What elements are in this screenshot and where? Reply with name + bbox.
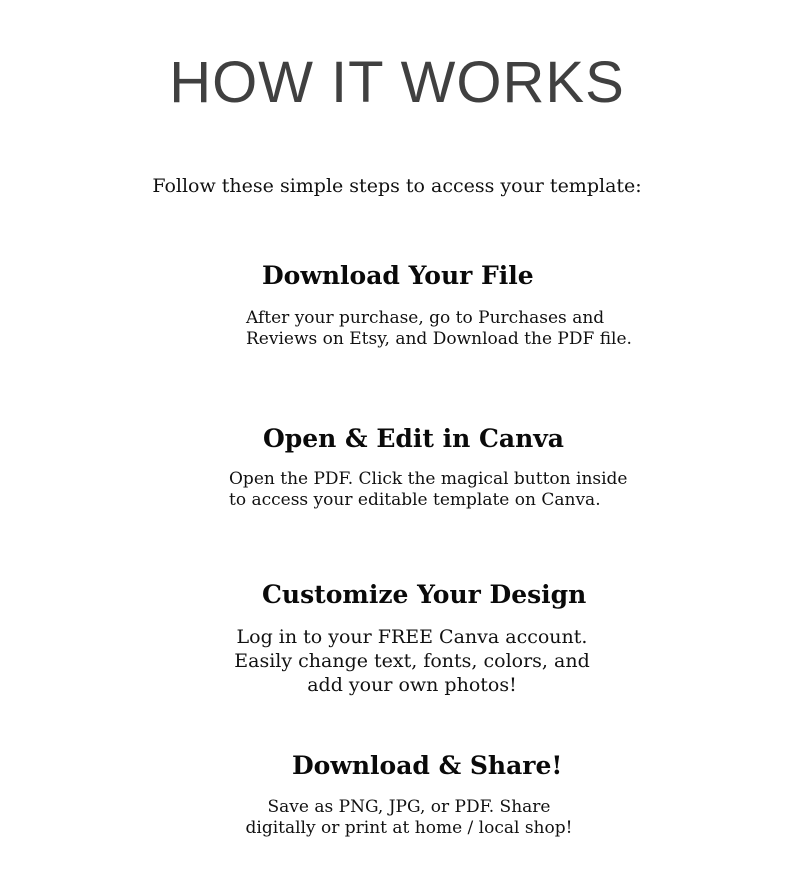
step-4-title: Download & Share! [292,751,563,780]
step-4-line-2: digitally or print at home / local shop! [245,818,573,838]
step-2-line-2: to access your editable template on Canva. [229,490,601,510]
step-4-description [209,797,609,839]
page-title: HOW IT WORKS [169,50,625,115]
step-3-line-1: Log in to your FREE Canva account. [236,626,588,648]
step-1-line-1: After your purchase, go to Purchases and [246,308,605,328]
step-3-line-3: add your own photos! [307,674,517,696]
step-4-line-1: Save as PNG, JPG, or PDF. Share [267,797,551,817]
step-3-line-2: Easily change text, fonts, colors, and [234,650,590,672]
step-2-description [229,469,628,511]
step-2-line-1: Open the PDF. Click the magical button inside [229,469,628,489]
step-1-title: Download Your File [262,261,534,290]
step-2-title: Open & Edit in Canva [263,424,564,453]
step-1-line-2: Reviews on Etsy, and Download the PDF file. [246,329,632,349]
step-3-title: Customize Your Design [262,580,587,609]
page-subtitle: Follow these simple steps to access your template: [152,175,642,197]
step-3-description [212,625,612,697]
step-1-description [246,308,632,350]
